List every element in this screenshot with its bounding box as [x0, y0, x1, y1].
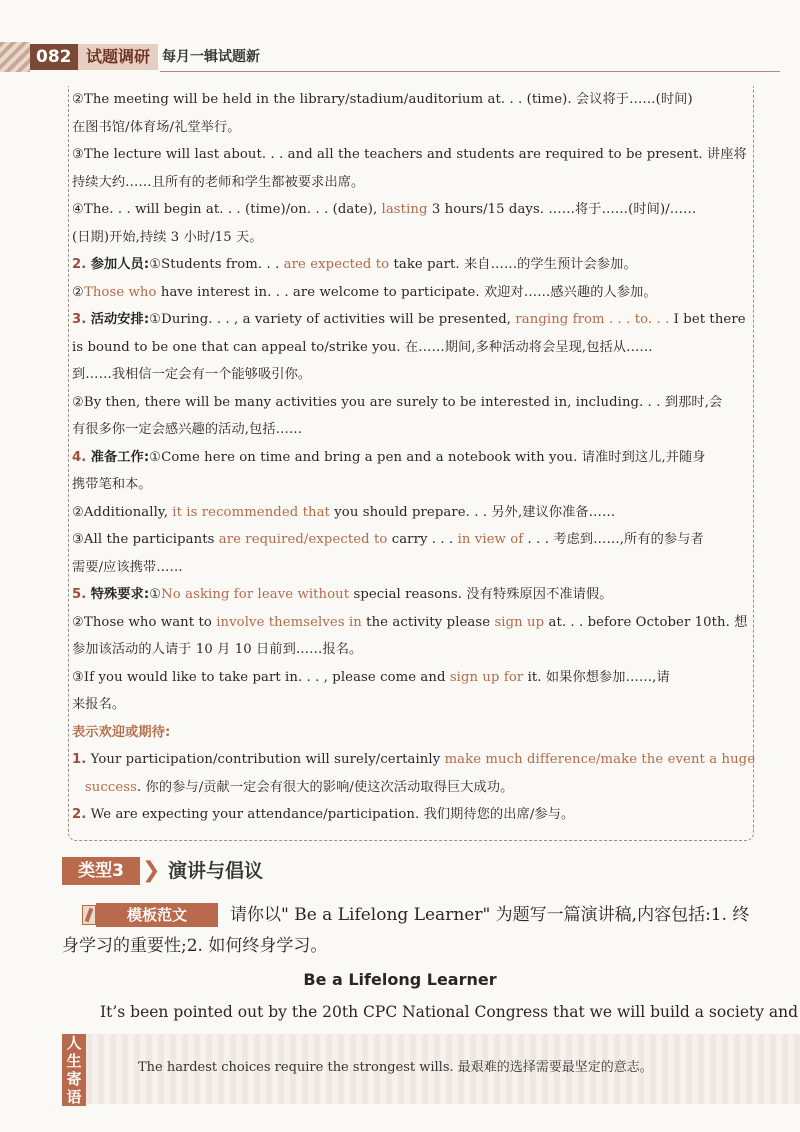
highlight-phrase: in view of	[457, 532, 524, 547]
text-line: (日期)开始,持续 3 小时/15 天。	[72, 229, 263, 245]
highlight-phrase: make much difference/make the event a huge	[444, 752, 756, 767]
motto-text: The hardest choices require the strongest wills. 最艰难的选择需要最坚定的意志。	[138, 1060, 653, 1075]
text-line: ④The. . . will begin at. . . (time)/on. . . (date), lasting 3 hours/15 days. ……将于……(时间)/……	[72, 202, 697, 217]
phrases-content	[72, 86, 756, 829]
text-line: 2. We are expecting your attendance/participation. 我们期待您的出席/参与。	[72, 807, 575, 822]
text-line: success. 你的参与/贡献一定会有很大的影响/使这次活动取得巨大成功。	[84, 779, 514, 795]
essay-title: Be a Lifelong Learner	[303, 970, 497, 989]
text-line: 1. Your participation/contribution will surely/certainly make much difference/make the event a huge	[72, 752, 756, 767]
text-line: 到……我相信一定会有一个能够吸引你。	[72, 367, 312, 382]
text-line: 参加该活动的人请于 10 月 10 日前到……报名。	[72, 642, 363, 657]
page-number: 082	[30, 44, 78, 70]
section-title: 演讲与倡议	[168, 860, 264, 882]
highlight-phrase: sign up	[494, 614, 545, 630]
item-line-preparation: 4. 准备工作:①Come here on time and bring a pen and a notebook with you. 请准时到这儿,并随身	[72, 449, 706, 465]
template-prompt-line2: 身学习的重要性;2. 如何终身学习。	[62, 936, 328, 956]
motto-tag: 人生寄语	[62, 1034, 86, 1106]
highlight-phrase: are expected to	[283, 257, 390, 272]
item-heading: 活动安排:	[90, 312, 150, 327]
text-line: ②By then, there will be many activities you are surely to be interested in, including. . . 到那时,会	[72, 394, 723, 410]
template-prompt-line1: 请你以" Be a Lifelong Learner" 为题写一篇演讲稿,内容包括:1. 终	[230, 905, 750, 925]
template-badge: 模板范文	[96, 903, 218, 927]
header-divider	[160, 71, 780, 72]
header-title: 试题调研	[78, 44, 158, 70]
text-line: ③If you would like to take part in. . . , please come and sign up for it. 如果你想参加……,请	[72, 669, 670, 685]
highlight-phrase: are required/expected to	[218, 532, 388, 547]
header-subtitle: 每月一辑试题新	[162, 49, 260, 65]
section-type-tag: 类型3	[62, 857, 140, 885]
chevron-right-icon: ❯	[142, 858, 161, 883]
text-line: ②Those who want to involve themselves in the activity please sign up at. . . before October 10th. 想	[72, 614, 748, 630]
page-header	[0, 42, 800, 72]
highlight-phrase: involve themselves in	[216, 614, 362, 630]
item-heading: 特殊要求:	[90, 587, 150, 602]
highlight-phrase: it is recommended that	[172, 504, 330, 520]
item-line-special-requirements: 5. 特殊要求:①No asking for leave without special reasons. 没有特殊原因不准请假。	[72, 587, 613, 602]
highlight-phrase: No asking for leave without	[161, 587, 350, 602]
text-line: ③The lecture will last about. . . and all the teachers and students are required to be present. 讲座将	[72, 147, 747, 162]
item-heading: 参加人员:	[90, 257, 150, 272]
pen-icon	[82, 905, 96, 925]
item-heading: 准备工作:	[90, 449, 150, 465]
text-line: 有很多你一定会感兴趣的活动,包括……	[72, 422, 303, 437]
item-line-activities: 3. 活动安排:①During. . . , a variety of activities will be presented, ranging from . . . to. . . I bet there	[72, 312, 746, 327]
header-stripe-decoration	[0, 42, 30, 72]
text-line: 持续大约……且所有的老师和学生都被要求出席。	[72, 174, 365, 190]
text-line: ②Additionally, it is recommended that you should prepare. . . 另外,建议你准备……	[72, 504, 616, 520]
text-line: 携带笔和本。	[72, 477, 152, 492]
text-line: is bound to be one that can appeal to/strike you. 在……期间,多种活动将会呈现,包括从……	[72, 339, 653, 355]
item-line-participants: 2. 参加人员:①Students from. . . are expected to take part. 来自……的学生预计会参加。	[72, 257, 637, 272]
essay-first-line: It’s been pointed out by the 20th CPC National Congress that we will build a society and	[100, 1003, 799, 1021]
text-line: ②The meeting will be held in the library/stadium/auditorium at. . . (time). 会议将于……(时间)	[72, 92, 693, 107]
section-subheading: 表示欢迎或期待:	[72, 724, 171, 740]
highlight-phrase: Those who	[83, 284, 157, 300]
highlight-phrase: success	[84, 779, 137, 795]
highlight-phrase: ranging from . . . to. . .	[515, 312, 670, 327]
text-line: 在图书馆/体育场/礼堂举行。	[72, 119, 241, 135]
text-line: 需要/应该携带……	[72, 559, 183, 575]
highlight-phrase: lasting	[381, 202, 428, 217]
text-line: 来报名。	[72, 697, 126, 712]
highlight-phrase: sign up for	[449, 669, 524, 685]
text-line: ②Those who have interest in. . . are welcome to participate. 欢迎对……感兴趣的人参加。	[72, 284, 657, 300]
text-line: ③All the participants are required/expected to carry . . . in view of . . . 考虑到……,所有的参与者	[72, 532, 704, 547]
